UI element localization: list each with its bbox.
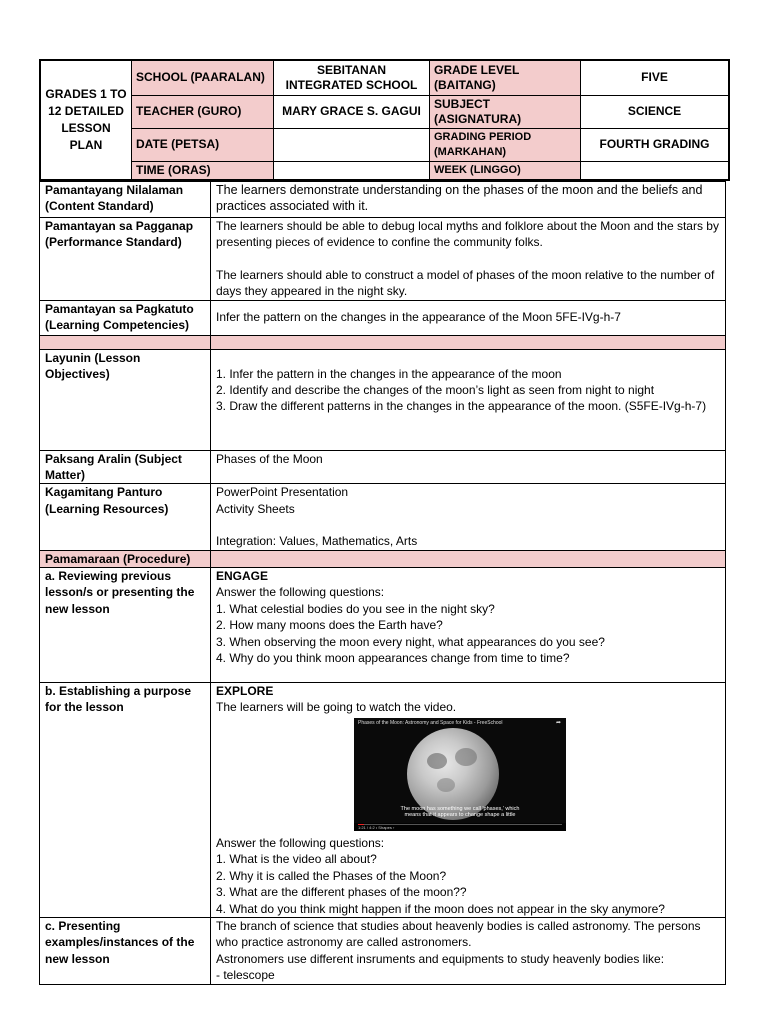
- competencies-label: Pamantayan sa Pagkatuto (Learning Competencies): [40, 300, 211, 335]
- objectives-row: [40, 349, 726, 450]
- date-value: [274, 128, 430, 161]
- video-caption: The moon has something we call 'phases,' which means that it appears to change shape a little: [400, 805, 520, 819]
- objectives-cell: [211, 349, 726, 450]
- resource-item: PowerPoint Presentation: [216, 485, 349, 500]
- grade-level-value: FIVE: [581, 60, 730, 95]
- video-time: 1:21 / 4:2 • Shapes ›: [358, 824, 395, 830]
- examples-text-2: Astronomers use different insruments and equipments to study heavenly bodies like:: [216, 951, 665, 966]
- content-standard-row: [40, 182, 726, 218]
- examples-text-1: The branch of science that studies about heavenly bodies is called astronomy. The persons who practice astronomy are called astronomers.: [216, 918, 701, 950]
- examples-row: [40, 917, 726, 984]
- objective-item: 3. Draw the different patterns in the changes in the appearance of the moon. (S5FE-IVg-h-7): [216, 399, 707, 414]
- grading-period-label: GRADING PERIOD (MARKAHAN): [430, 128, 581, 161]
- competencies-row: [40, 300, 726, 335]
- integration-text: Integration: Values, Mathematics, Arts: [216, 534, 418, 549]
- objective-item: 1. Infer the pattern in the changes in the appearance of the moon: [216, 366, 562, 381]
- subject-label: SUBJECT (ASIGNATURA): [430, 95, 581, 128]
- purpose-questions-intro: Answer the following questions:: [216, 835, 385, 850]
- subject-matter-row: [40, 450, 726, 484]
- examples-cell: [211, 917, 726, 984]
- performance-standard-label: Pamantayan sa Pagganap (Performance Standard): [40, 218, 211, 301]
- subject-matter-label: Paksang Aralin (Subject Matter): [40, 450, 211, 484]
- document-title: GRADES 1 TO 12 DETAILED LESSON PLAN: [40, 60, 132, 180]
- purpose-question: 1. What is the video all about?: [216, 852, 377, 867]
- purpose-cell: [211, 683, 726, 918]
- purpose-question: 4. What do you think might happen if the moon does not appear in the sky anymore?: [216, 901, 665, 916]
- purpose-question: 3. What are the different phases of the moon??: [216, 885, 467, 900]
- purpose-row: [40, 683, 726, 918]
- share-icon[interactable]: ➦: [556, 719, 562, 726]
- objective-item: 2. Identify and describe the changes of the moon’s light as seen from night to night: [216, 383, 655, 398]
- procedure-cell-right: [211, 550, 726, 567]
- review-cell: [211, 568, 726, 683]
- lesson-plan-body: [39, 181, 726, 985]
- week-label: WEEK (LINGGO): [430, 161, 581, 180]
- review-intro: Answer the following questions:: [216, 585, 385, 600]
- procedure-row: [40, 550, 726, 567]
- purpose-question: 2. Why it is called the Phases of the Moon?: [216, 868, 447, 883]
- week-value: [581, 161, 730, 180]
- lesson-plan-header: [39, 59, 730, 181]
- performance-standard-text-1: The learners should be able to debug local myths and folklore about the Moon and the stars by presenting pieces of evidence to confine the community folks.: [216, 219, 719, 250]
- performance-standard-cell: [211, 218, 726, 301]
- review-question: 4. Why do you think moon appearances change from time to time?: [216, 651, 570, 666]
- spacer-cell-right: [211, 335, 726, 349]
- engage-heading: ENGAGE: [216, 569, 269, 584]
- competencies-text: Infer the pattern on the changes in the appearance of the Moon 5FE-IVg-h-7: [211, 300, 726, 335]
- content-standard-label: Pamantayang Nilalaman (Content Standard): [40, 182, 211, 218]
- spacer-row: [40, 335, 726, 349]
- review-label: a. Reviewing previous lesson/s or presenting the new lesson: [40, 568, 211, 683]
- review-question: 3. When observing the moon every night, what appearances do you see?: [216, 634, 605, 649]
- grading-period-value: FOURTH GRADING: [581, 128, 730, 161]
- resource-item: Activity Sheets: [216, 501, 295, 516]
- school-label: SCHOOL (PAARALAN): [132, 60, 274, 95]
- resources-label: Kagamitang Panturo (Learning Resources): [40, 484, 211, 550]
- procedure-label: Pamamaraan (Procedure): [40, 550, 211, 567]
- teacher-value: MARY GRACE S. GAGUI: [274, 95, 430, 128]
- school-value: SEBITANAN INTEGRATED SCHOOL: [274, 60, 430, 95]
- examples-label: c. Presenting examples/instances of the new lesson: [40, 917, 211, 984]
- time-label: TIME (ORAS): [132, 161, 274, 180]
- review-question: 2. How many moons does the Earth have?: [216, 618, 443, 633]
- time-value: [274, 161, 430, 180]
- subject-matter-text: Phases of the Moon: [211, 450, 726, 484]
- subject-value: SCIENCE: [581, 95, 730, 128]
- objectives-label: Layunin (Lesson Objectives): [40, 349, 211, 450]
- purpose-intro: The learners will be going to watch the video.: [216, 700, 457, 715]
- video-player[interactable]: [354, 718, 566, 831]
- examples-text-3: - telescope: [216, 968, 275, 983]
- spacer-cell-left: [40, 335, 211, 349]
- performance-standard-row: [40, 218, 726, 301]
- teacher-label: TEACHER (GURO): [132, 95, 274, 128]
- review-row: [40, 568, 726, 683]
- date-label: DATE (PETSA): [132, 128, 274, 161]
- purpose-label: b. Establishing a purpose for the lesson: [40, 683, 211, 918]
- video-title: Phases of the Moon: Astronomy and Space for Kids - FreeSchool: [358, 719, 503, 726]
- resources-cell: [211, 484, 726, 550]
- content-standard-text: The learners demonstrate understanding on the phases of the moon and the beliefs and practices associated with it.: [211, 182, 726, 218]
- explore-heading: EXPLORE: [216, 684, 274, 699]
- grade-level-label: GRADE LEVEL (BAITANG): [430, 60, 581, 95]
- performance-standard-text-2: The learners should able to construct a model of phases of the moon relative to the number of days they appeared in the night sky.: [216, 267, 715, 299]
- resources-row: [40, 484, 726, 550]
- review-question: 1. What celestial bodies do you see in the night sky?: [216, 601, 495, 616]
